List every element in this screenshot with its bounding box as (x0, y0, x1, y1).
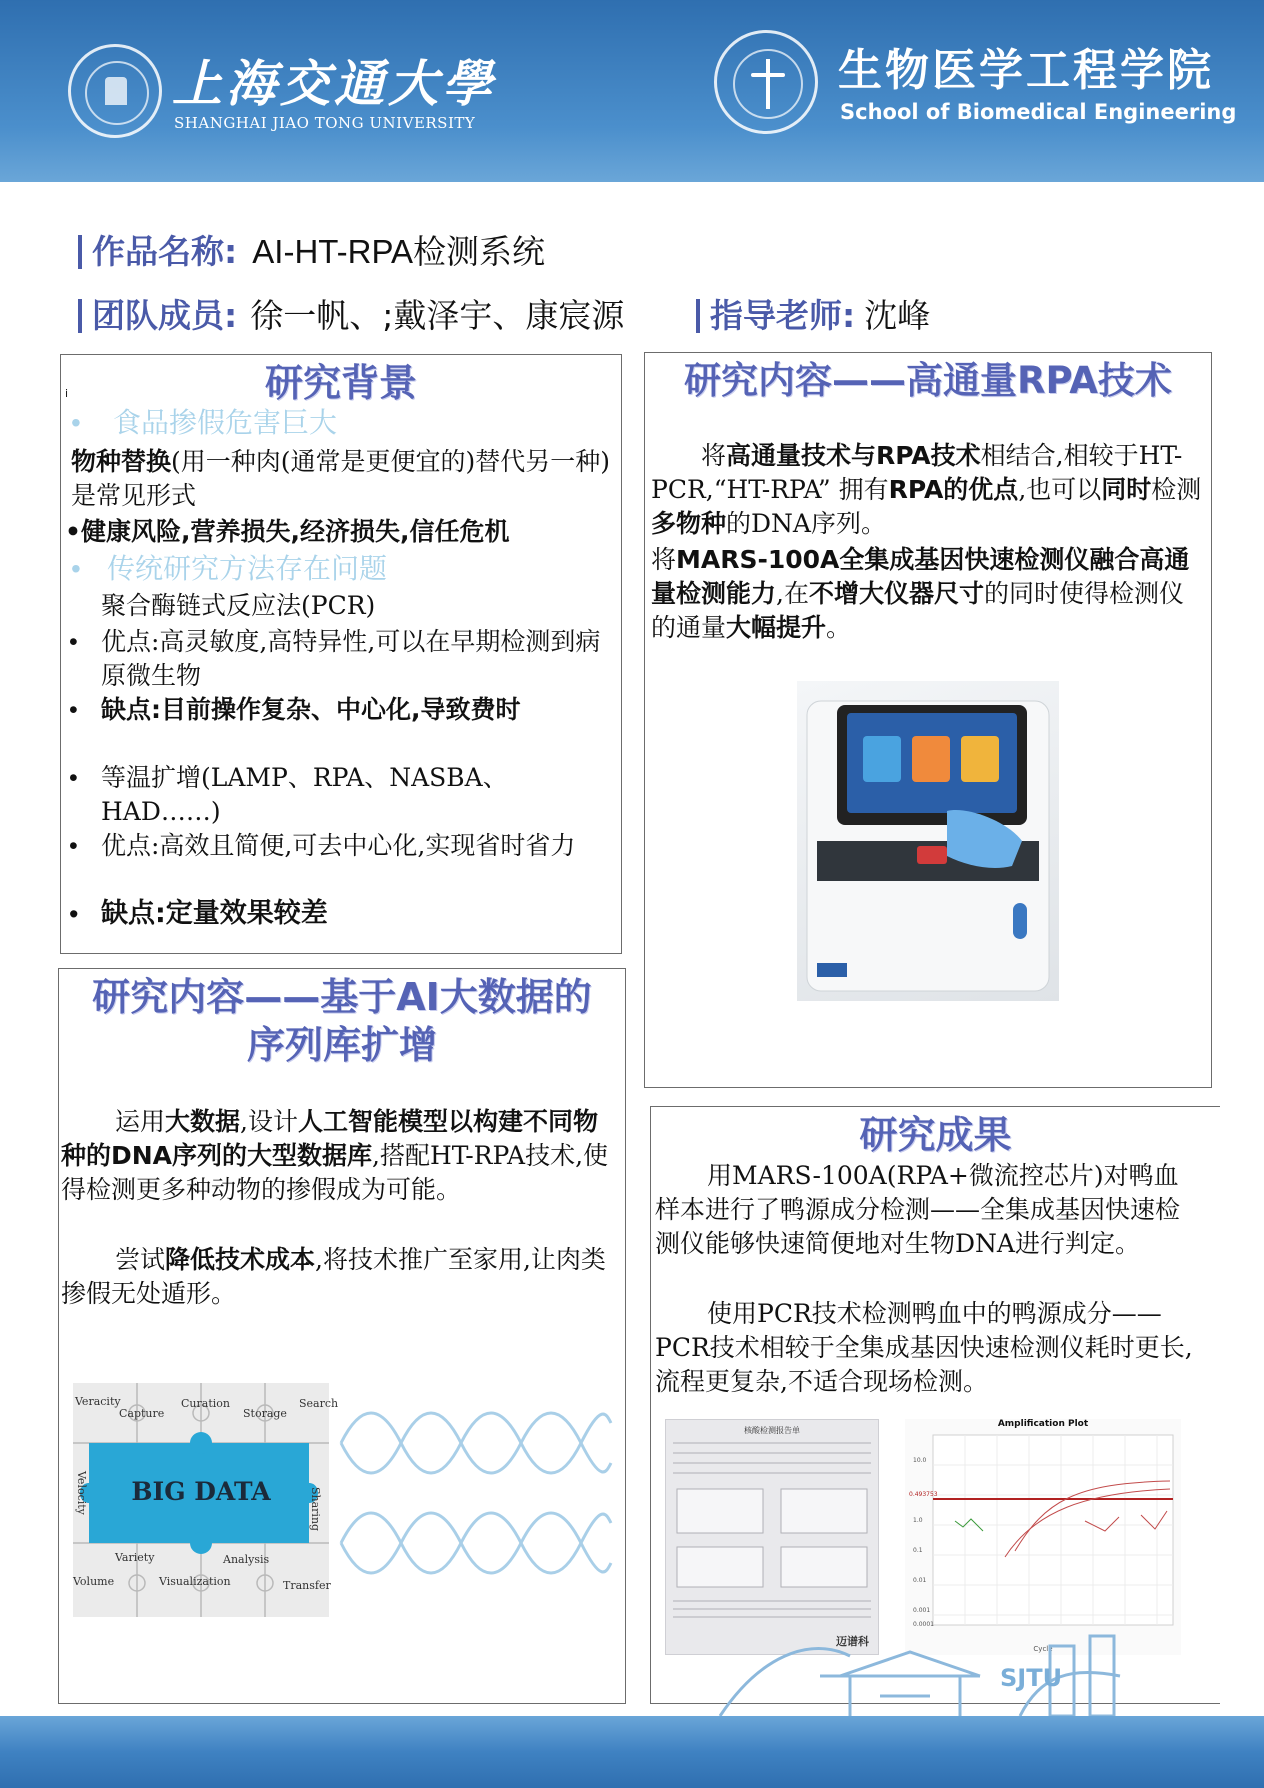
big-data-puzzle-image (73, 1383, 339, 1617)
pcr-con: • 缺点:目前操作复杂、中心化,导致费时 (69, 695, 521, 724)
accent-bar (78, 299, 82, 333)
team-row (78, 290, 624, 337)
plot-title: Amplification Plot (997, 1419, 1089, 1429)
ht-rpa-panel (644, 352, 1212, 1088)
school-name-en: School of Biomedical Engineering (840, 100, 1237, 124)
university-name-cn: 上海交通大學 (172, 54, 496, 113)
ai-paragraph-1: 运用大数据,设计人工智能模型以构建不同物种的DNA序列的大型数据库,搭配HT-RPA技术,使得检测更多种动物的掺假成为可能。 (61, 1107, 609, 1204)
puzzle-word: Visualization (159, 1575, 231, 1588)
iso-pro: • 优点:高效且简便,可去中心化,实现省时省力 (69, 831, 576, 860)
method-heading: • 传统研究方法存在问题 (71, 552, 388, 585)
team-label: 团队成员: (92, 296, 238, 335)
work-value: AI-HT-RPA检测系统 (252, 233, 546, 270)
puzzle-word: Variety (115, 1551, 155, 1564)
plot-ytick: 0.001 (913, 1607, 931, 1614)
background-title: 研究背景 (264, 361, 417, 405)
plot-threshold: 0.493753 (909, 1491, 938, 1498)
puzzle-word: Capture (119, 1407, 165, 1420)
puzzle-word: Volume (73, 1575, 115, 1588)
ai-panel (58, 968, 626, 1704)
species-bold: 物种替换 (71, 447, 172, 476)
ai-title-line2: 序列库扩增 (246, 1023, 437, 1067)
puzzle-word: Storage (243, 1407, 287, 1420)
plot-ytick: 1.0 (913, 1517, 923, 1524)
device-illustration-icon (797, 681, 1059, 1001)
ai-paragraph-2: 尝试降低技术成本,将技术推广至家用,让肉类掺假无处遁形。 (61, 1245, 606, 1308)
work-label: 作品名称: (92, 232, 238, 271)
campus-building-icon (720, 1616, 1180, 1720)
accent-bar (78, 235, 82, 269)
puzzle-center-label: BIG DATA (131, 1477, 271, 1506)
sjtu-mark: SJTU (1000, 1664, 1063, 1692)
plot-xlabel: Cycle (1033, 1645, 1053, 1653)
report-brand: 迈谱科 (836, 1635, 869, 1648)
species-rest: (用一种肉(通常是更便宜的)替代另一种)是常见形式 (71, 447, 611, 510)
iso-con: • 缺点:定量效果较差 (69, 898, 328, 929)
puzzle-word: Transfer (283, 1579, 331, 1592)
sjtu-seal-icon (68, 44, 162, 138)
mars-device-photo (797, 681, 1059, 1001)
results-title: 研究成果 (859, 1113, 1012, 1157)
school-name-cn: 生物医学工程学院 (838, 45, 1214, 96)
puzzle-word: Velocity (75, 1471, 88, 1515)
results-paragraph-2: 使用PCR技术检测鸭血中的鸭源成分——PCR技术相较于全集成基因快速检测仪耗时更长,流程更复杂,不适合现场检测。 (655, 1299, 1193, 1396)
dna-helix-icon (341, 1383, 611, 1617)
accent-bar (696, 299, 700, 333)
iso-line: • 等温扩增(LAMP、RPA、NASBA、HAD……) (69, 763, 508, 826)
dna-strand-image (341, 1383, 611, 1617)
plot-ytick: 0.0001 (913, 1621, 934, 1628)
puzzle-word: Veracity (75, 1395, 121, 1408)
advisor-value: 沈峰 (864, 296, 931, 335)
risks-line: •健康风险,营养损失,经济损失,信任危机 (65, 517, 510, 546)
bme-seal-icon (714, 30, 818, 134)
pcr-pro: • 优点:高灵敏度,高特异性,可以在早期检测到病原微生物 (69, 627, 601, 690)
plot-ytick: 0.1 (913, 1547, 923, 1554)
header-banner (0, 0, 1264, 182)
results-paragraph-1: 用MARS-100A(RPA+微流控芯片)对鸭血样本进行了鸭源成分检测——全集成基因快速检测仪能够快速简便地对生物DNA进行判定。 (655, 1161, 1181, 1258)
advisor-row (696, 290, 930, 337)
university-name-en: SHANGHAI JIAO TONG UNIVERSITY (174, 114, 476, 132)
pcr-line: 聚合酶链式反应法(PCR) (101, 591, 376, 620)
stray-mark: i (65, 387, 69, 400)
footer-banner (0, 1716, 1264, 1788)
advisor-label: 指导老师: (710, 296, 856, 335)
report-content-icon (673, 1439, 871, 1629)
plot-ytick: 10.0 (913, 1457, 927, 1464)
ht-rpa-title: 研究内容——高通量RPA技术 (684, 359, 1172, 402)
background-panel (60, 354, 622, 954)
ai-title-line1: 研究内容——基于AI大数据的 (92, 975, 592, 1019)
puzzle-word: Search (299, 1397, 339, 1410)
report-title: 核酸检测报告单 (744, 1426, 800, 1435)
puzzle-word: Analysis (223, 1553, 270, 1566)
puzzle-word: Sharing (309, 1487, 322, 1532)
ht-rpa-paragraph-1: 将高通量技术与RPA技术相结合,相较于HT-PCR,“HT-RPA” 拥有RPA的优点,也可以同时检测多物种的DNA序列。 (651, 441, 1202, 538)
work-name-row (78, 226, 545, 273)
puzzle-word: Curation (181, 1397, 230, 1410)
ht-rpa-paragraph-2: 将MARS-100A全集成基因快速检测仪融合高通量检测能力,在不增大仪器尺寸的同时使得检测仪的通量大幅提升。 (651, 545, 1190, 642)
plot-ytick: 0.01 (913, 1577, 927, 1584)
food-heading: • 食品掺假危害巨大 (71, 406, 338, 439)
results-panel (650, 1106, 1220, 1704)
amplification-curve-icon (905, 1431, 1181, 1641)
species-paragraph (71, 445, 613, 513)
team-value: 徐一帆、;戴泽宇、康宸源 (250, 296, 625, 335)
